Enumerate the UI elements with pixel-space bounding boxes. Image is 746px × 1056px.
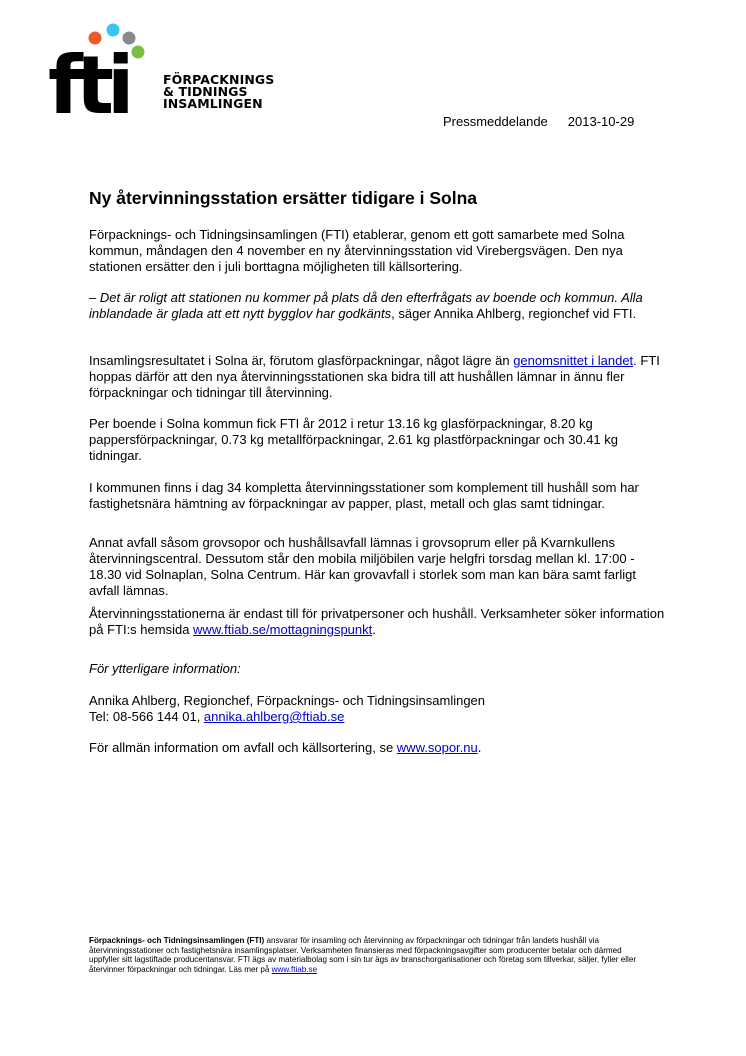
general-info xyxy=(89,740,669,756)
page-title: Ny återvinningsstation ersätter tidigare i Solna xyxy=(89,188,478,208)
logo-dot-blue xyxy=(107,24,120,37)
dateline xyxy=(443,114,634,129)
results-text-1: Insamlingsresultatet i Solna är, förutom glasförpackningar, något lägre än xyxy=(89,353,514,368)
quote-text: – Det är roligt att stationen nu kommer på plats då den efterfrågats av boende och kommun. Alla inblandade är glada att ett nytt bygglov har godkänts xyxy=(89,290,643,321)
quote-attribution: , säger Annika Ahlberg, regionchef vid FTI. xyxy=(391,306,637,321)
more-info-heading xyxy=(89,661,669,677)
paragraph-business xyxy=(89,606,669,638)
logo-line-1: FÖRPACKNINGS xyxy=(163,72,275,87)
logo-dot-green xyxy=(132,46,145,59)
paragraph-other-waste: Annat avfall såsom grovsopor och hushållsavfall lämnas i grovsoprum eller på Kvarnkullens återvinningscentral. Dessutom står den mobila miljöbilen varje helgfri torsdag mellan kl. 17:00 - 18.30 vid Solnaplan, Solna Centrum. Här kan grovavfall i storlek som man kan bära samt farligt avfall lämnas. xyxy=(89,535,636,598)
logo-line-2: & TIDNINGS xyxy=(163,84,248,99)
fti-logo-mark xyxy=(48,22,168,122)
results-text-2: . FTI hoppas därför att den nya återvinningsstationen ska bidra till att hushållen lämnar in ännu fler förpackningar och tidningar till återvinning. xyxy=(89,353,660,400)
paragraph-quote xyxy=(89,290,669,322)
business-text-end: . xyxy=(372,622,376,637)
average-link[interactable]: genomsnittet i landet xyxy=(513,353,634,368)
general-info-end: . xyxy=(477,740,482,755)
logo-line-3: INSAMLINGEN xyxy=(163,96,263,111)
footer-org-name: Förpacknings- och Tidningsinsamlingen (FTI) xyxy=(89,936,265,945)
press-date: 2013-10-29 xyxy=(567,114,635,129)
logo-fti-text: fti xyxy=(48,39,128,122)
logo-name xyxy=(163,74,274,110)
more-info-text: För ytterligare information: xyxy=(89,661,241,676)
mottagningspunkt-link[interactable]: www.ftiab.se/mottagningspunkt xyxy=(193,622,373,637)
doc-type: Pressmeddelande xyxy=(443,114,548,129)
business-text: Återvinningsstationerna är endast till för privatpersoner och hushåll. Verksamheter söker information på FTI:s hemsida xyxy=(89,606,665,637)
paragraph-statistics: Per boende i Solna kommun fick FTI år 2012 i retur 13.16 kg glasförpackningar, 8.20 kg pappersförpackningar, 0.73 kg metallförpackningar, 2.61 kg plastförpackningar och 30.41 kg tidningar. xyxy=(89,416,619,463)
paragraph-stations: I kommunen finns i dag 34 kompletta återvinningsstationer som komplement till hushåll som har fastighetsnära hämtning av förpackningar av papper, plast, metall och glas samt tidningar. xyxy=(89,480,639,511)
paragraph-intro: Förpacknings- och Tidningsinsamlingen (FTI) etablerar, genom ett gott samarbete med Solna kommun, måndagen den 4 november en ny återvinningsstation vid Virebergsvägen. Den nya stationen ersätter den i juli borttagna möjligheten till källsortering. xyxy=(89,227,625,274)
contact-block xyxy=(89,693,669,725)
general-info-text: För allmän information om avfall och källsortering, se xyxy=(89,740,397,755)
sopor-link[interactable]: www.sopor.nu xyxy=(396,740,478,755)
footer-ftiab-link[interactable]: www.ftiab.se xyxy=(271,964,318,974)
contact-name: Annika Ahlberg, Regionchef, Förpacknings- och Tidningsinsamlingen xyxy=(89,693,486,708)
contact-email-link[interactable]: annika.ahlberg@ftiab.se xyxy=(203,709,345,724)
contact-tel: Tel: 08-566 144 01, xyxy=(89,709,204,724)
footer-about xyxy=(89,936,649,974)
paragraph-results xyxy=(89,353,669,401)
footer-text: ansvarar för insamling och återvinning av förpackningar och tidningar från landets hushåll via återvinningsstationer och fastighetsnära insamlingsplatser. Verksamheten finansieras med förpackningsavgifter som producenter betalar och därmed uppfyller sitt lagstiftade producentansvar. FTI ägs av materialbolag som i sin tur ägs av branschorganisationer och företag som tillverkar, säljer, fyller eller återvinner förpackningar och tidningar. Läs mer på xyxy=(89,936,637,974)
